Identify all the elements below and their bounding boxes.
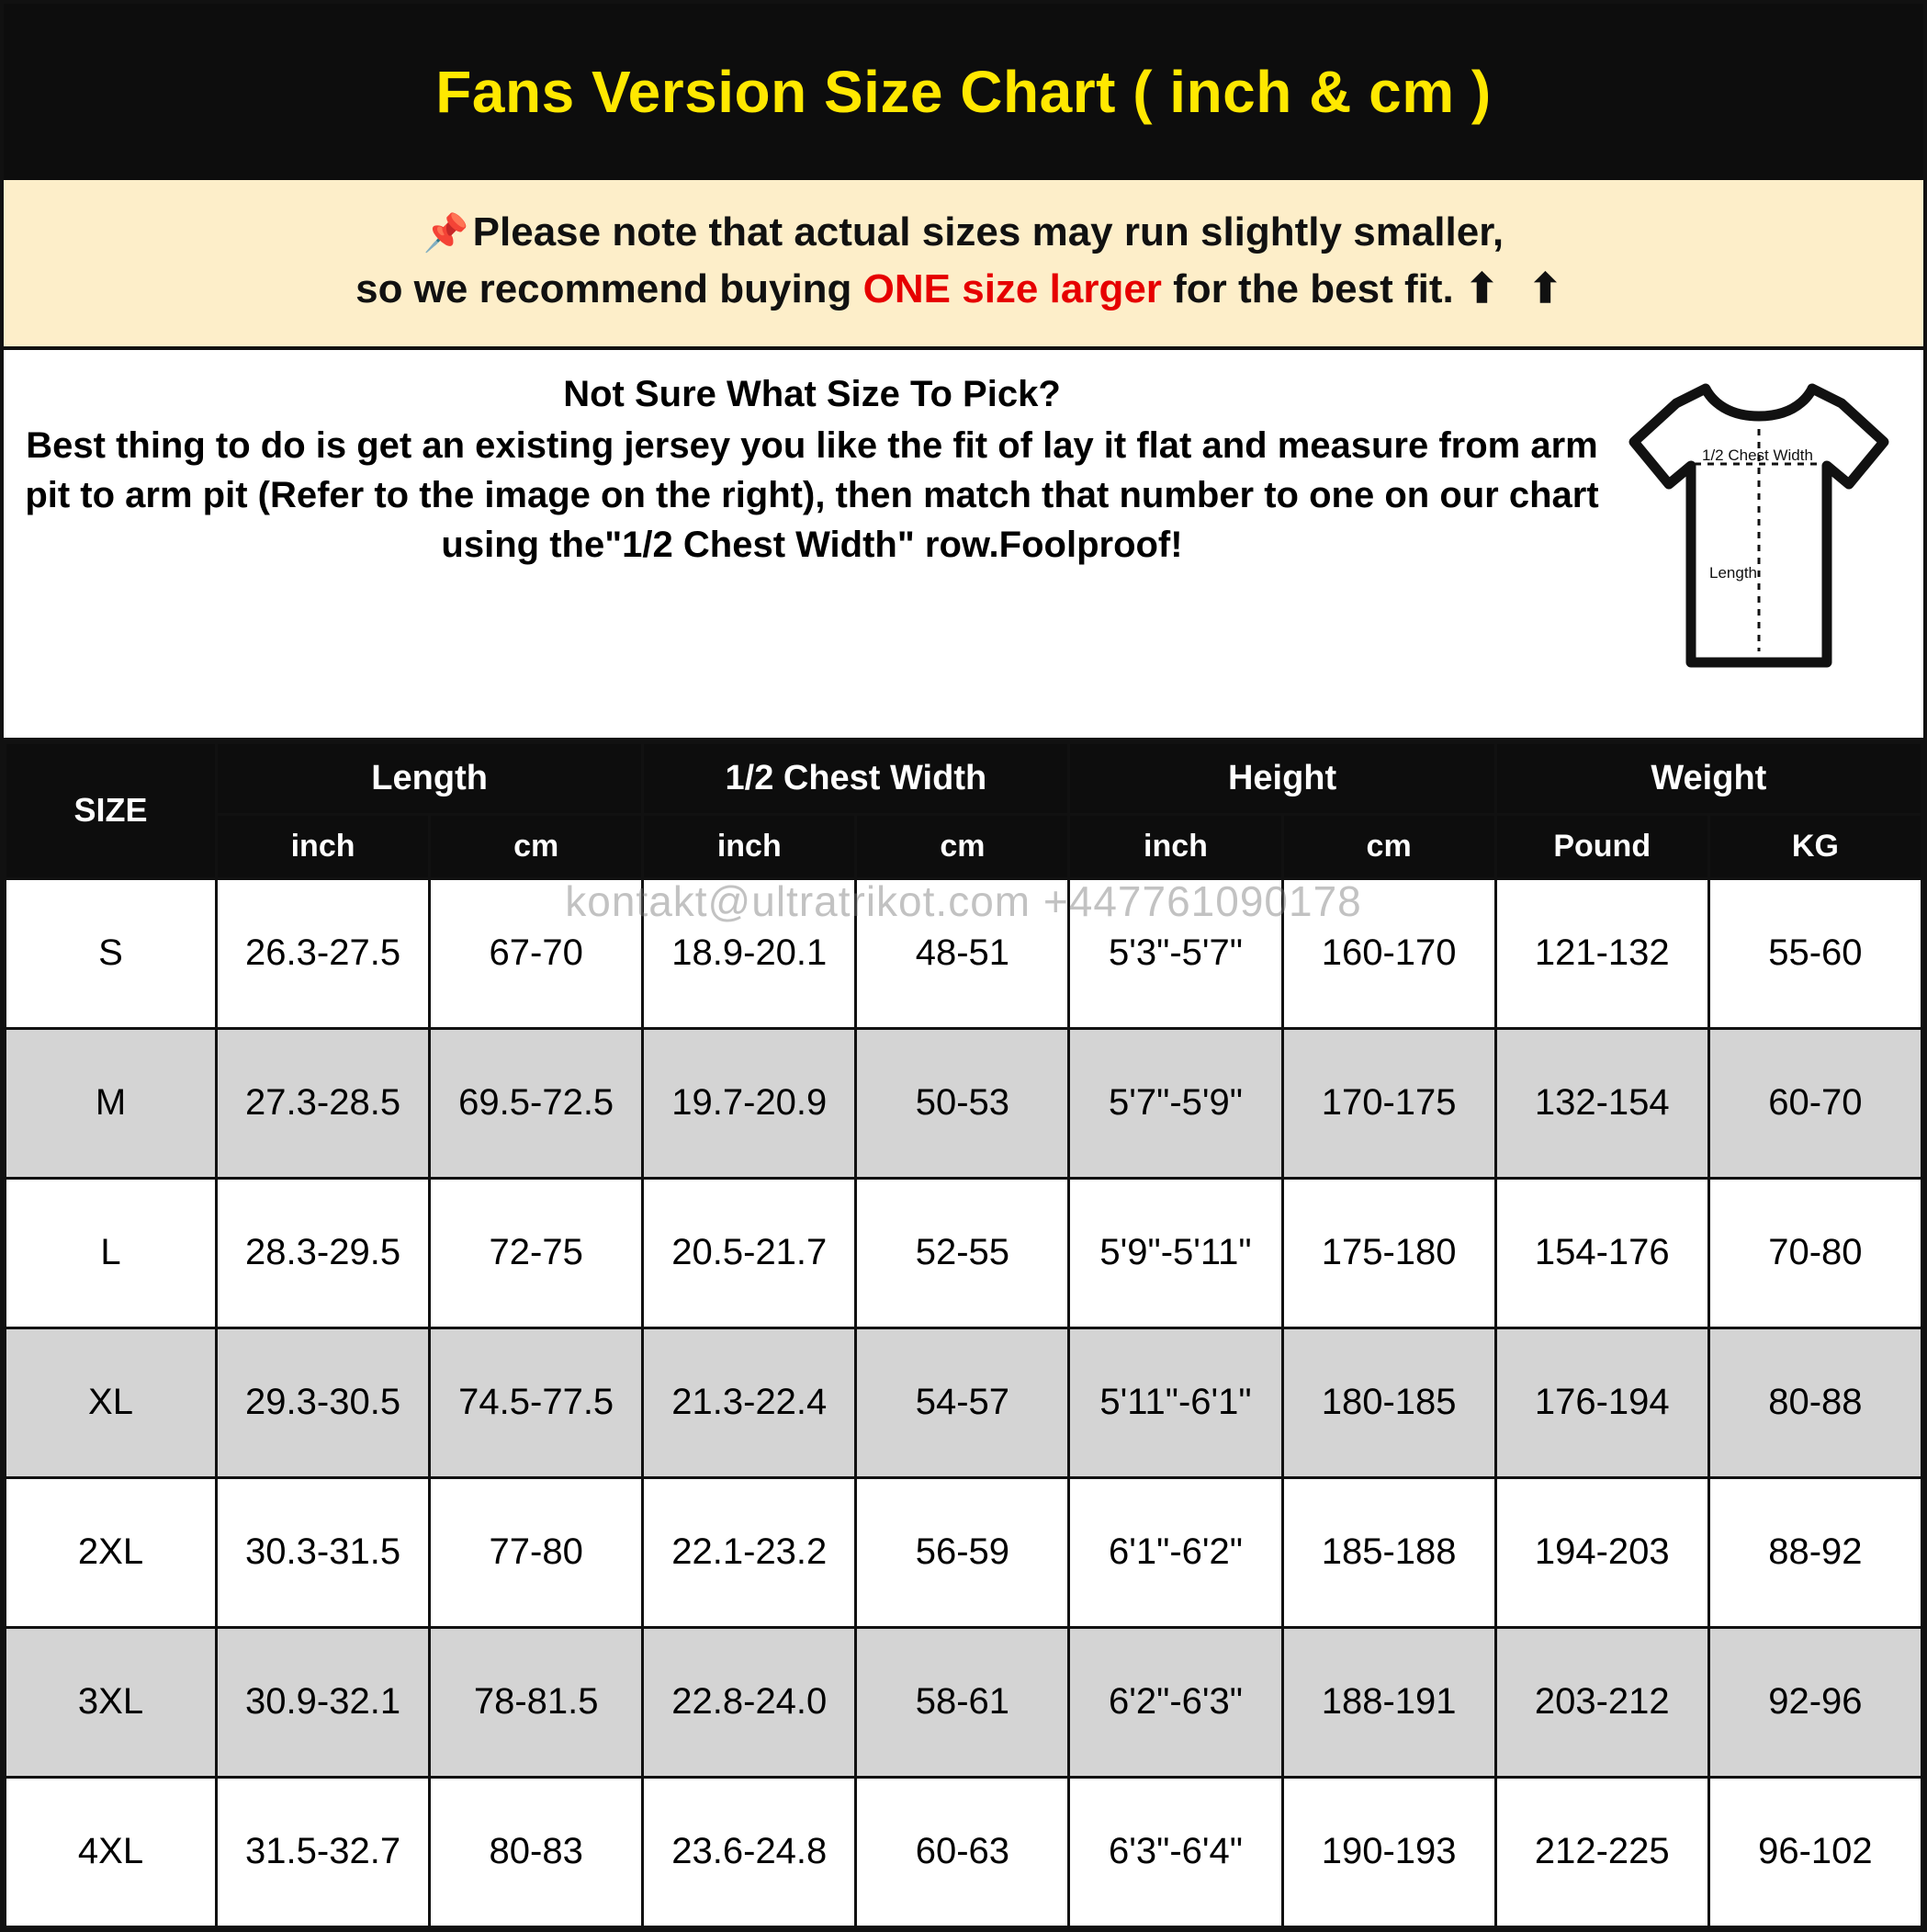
cell-length-cm: 80-83 (430, 1777, 643, 1926)
cell-height-inch: 6'2"-6'3" (1069, 1627, 1282, 1777)
cell-weight-pound: 132-154 (1495, 1028, 1708, 1178)
col-unit-height-cm: cm (1282, 814, 1495, 878)
table-row (6, 1028, 1922, 1178)
note-text-2-before: so we recommend buying (355, 266, 863, 312)
cell-chest-inch: 21.3-22.4 (643, 1328, 856, 1477)
cell-length-cm: 69.5-72.5 (430, 1028, 643, 1178)
col-group-height: Height (1069, 742, 1495, 814)
cell-weight-kg: 96-102 (1708, 1777, 1921, 1926)
cell-weight-kg: 70-80 (1708, 1178, 1921, 1328)
col-unit-weight-pound: Pound (1495, 814, 1708, 878)
table-row (6, 1178, 1922, 1328)
table-row (6, 1477, 1922, 1627)
col-unit-weight-kg: KG (1708, 814, 1921, 878)
cell-chest-inch: 22.1-23.2 (643, 1477, 856, 1627)
cell-weight-pound: 194-203 (1495, 1477, 1708, 1627)
help-text-block (17, 367, 1607, 570)
cell-chest-cm: 48-51 (856, 878, 1069, 1028)
note-text-1: Please note that actual sizes may run slightly smaller, (472, 209, 1504, 254)
help-heading: Not Sure What Size To Pick? (563, 373, 1061, 414)
cell-weight-kg: 60-70 (1708, 1028, 1921, 1178)
table-row (6, 1328, 1922, 1477)
cell-height-cm: 175-180 (1282, 1178, 1495, 1328)
note-emphasis: ONE size larger (862, 266, 1162, 312)
cell-height-inch: 5'11"-6'1" (1069, 1328, 1282, 1477)
cell-size: L (6, 1178, 217, 1328)
cell-size: XL (6, 1328, 217, 1477)
cell-weight-pound: 176-194 (1495, 1328, 1708, 1477)
cell-chest-inch: 19.7-20.9 (643, 1028, 856, 1178)
cell-length-inch: 28.3-29.5 (217, 1178, 430, 1328)
note-text-2-after: for the best fit. (1161, 266, 1454, 312)
cell-chest-cm: 56-59 (856, 1477, 1069, 1627)
col-unit-length-inch: inch (217, 814, 430, 878)
cell-height-inch: 6'1"-6'2" (1069, 1477, 1282, 1627)
size-table (4, 741, 1923, 1928)
note-line-1 (22, 204, 1905, 261)
watermark: kontakt@ultratrikot.com +447761090178 (565, 877, 1362, 925)
cell-chest-cm: 54-57 (856, 1328, 1069, 1477)
page-title: Fans Version Size Chart ( inch & cm ) (435, 59, 1492, 125)
cell-length-inch: 29.3-30.5 (217, 1328, 430, 1477)
table-row (6, 1777, 1922, 1926)
cell-weight-pound: 121-132 (1495, 878, 1708, 1028)
cell-chest-inch: 22.8-24.0 (643, 1627, 856, 1777)
cell-length-cm: 74.5-77.5 (430, 1328, 643, 1477)
cell-height-cm: 170-175 (1282, 1028, 1495, 1178)
note-band (4, 180, 1923, 350)
table-head-row-groups (6, 742, 1922, 814)
note-line-2 (22, 261, 1905, 318)
cell-length-inch: 27.3-28.5 (217, 1028, 430, 1178)
cell-length-inch: 31.5-32.7 (217, 1777, 430, 1926)
col-group-length: Length (217, 742, 643, 814)
title-bar (4, 4, 1923, 180)
cell-height-inch: 6'3"-6'4" (1069, 1777, 1282, 1926)
cell-weight-kg: 92-96 (1708, 1627, 1921, 1777)
cell-chest-inch: 18.9-20.1 (643, 878, 856, 1028)
cell-weight-kg: 55-60 (1708, 878, 1921, 1028)
cell-height-cm: 188-191 (1282, 1627, 1495, 1777)
cell-chest-inch: 23.6-24.8 (643, 1777, 856, 1926)
help-body: Best thing to do is get an existing jersey you like the fit of lay it flat and measure from arm pit to arm pit (Refer to the image on the right), then match that number to one on our chart using the"1/2 Chest Width" row.Foolproof! (25, 424, 1599, 565)
col-group-chest: 1/2 Chest Width (643, 742, 1069, 814)
pin-icon: 📌 (423, 213, 469, 254)
cell-length-inch: 30.3-31.5 (217, 1477, 430, 1627)
cell-length-inch: 30.9-32.1 (217, 1627, 430, 1777)
cell-chest-inch: 20.5-21.7 (643, 1178, 856, 1328)
cell-chest-cm: 58-61 (856, 1627, 1069, 1777)
col-unit-height-inch: inch (1069, 814, 1282, 878)
up-arrows-icon: ⬆ ⬆ (1464, 266, 1572, 312)
length-label: Length (1709, 563, 1757, 582)
cell-size: 3XL (6, 1627, 217, 1777)
table-head (6, 742, 1922, 878)
cell-length-cm: 72-75 (430, 1178, 643, 1328)
cell-size: 2XL (6, 1477, 217, 1627)
col-unit-chest-cm: cm (856, 814, 1069, 878)
cell-height-cm: 180-185 (1282, 1328, 1495, 1477)
cell-weight-kg: 88-92 (1708, 1477, 1921, 1627)
cell-size: M (6, 1028, 217, 1178)
size-table-wrap (4, 741, 1923, 1928)
cell-size: S (6, 878, 217, 1028)
cell-weight-kg: 80-88 (1708, 1328, 1921, 1477)
cell-weight-pound: 154-176 (1495, 1178, 1708, 1328)
cell-height-cm: 160-170 (1282, 878, 1495, 1028)
table-head-row-units (6, 814, 1922, 878)
chest-width-label: 1/2 Chest Width (1702, 446, 1813, 464)
col-unit-chest-inch: inch (643, 814, 856, 878)
tshirt-icon (1621, 376, 1897, 679)
cell-chest-cm: 50-53 (856, 1028, 1069, 1178)
col-unit-length-cm: cm (430, 814, 643, 878)
cell-chest-cm: 52-55 (856, 1178, 1069, 1328)
tshirt-diagram (1607, 367, 1910, 679)
cell-height-cm: 185-188 (1282, 1477, 1495, 1627)
cell-length-cm: 67-70 (430, 878, 643, 1028)
cell-chest-cm: 60-63 (856, 1777, 1069, 1926)
table-row (6, 878, 1922, 1028)
cell-size: 4XL (6, 1777, 217, 1926)
table-row (6, 1627, 1922, 1777)
cell-height-inch: 5'7"-5'9" (1069, 1028, 1282, 1178)
cell-length-cm: 78-81.5 (430, 1627, 643, 1777)
table-body (6, 878, 1922, 1926)
col-header-size: SIZE (6, 742, 217, 878)
cell-weight-pound: 203-212 (1495, 1627, 1708, 1777)
help-section (4, 350, 1923, 741)
cell-height-inch: 5'9"-5'11" (1069, 1178, 1282, 1328)
cell-height-cm: 190-193 (1282, 1777, 1495, 1926)
col-group-weight: Weight (1495, 742, 1921, 814)
cell-weight-pound: 212-225 (1495, 1777, 1708, 1926)
cell-length-inch: 26.3-27.5 (217, 878, 430, 1028)
cell-height-inch: 5'3"-5'7" (1069, 878, 1282, 1028)
cell-length-cm: 77-80 (430, 1477, 643, 1627)
